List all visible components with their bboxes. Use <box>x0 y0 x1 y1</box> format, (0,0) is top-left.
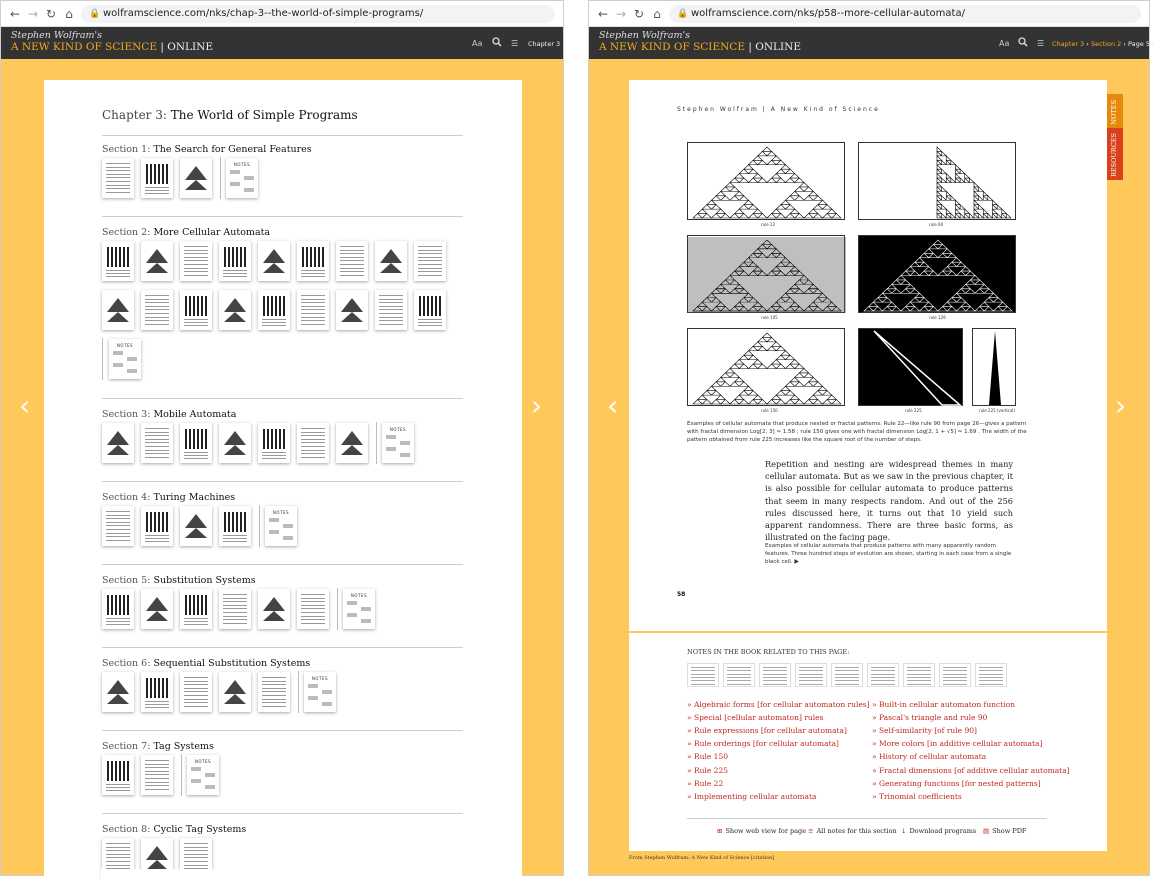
divider <box>687 818 1047 819</box>
cellular-automaton-figure <box>858 142 1016 220</box>
figure-caption: Examples of cellular automata that produce nested or fractal patterns. Rule 22—like rule 90 from page 26—gives a pattern with fractal dimension Log[2, 3] ≈ 1.58 ; rule 150 gives one with fractal dimension Log[2, 1 + √5] ≈ 1.69 . The width of the pattern obtained from rule 225 increases like the square root of the number of steps. <box>687 421 1027 443</box>
figure-label: rule 105 <box>761 315 778 320</box>
cellular-automaton-figure <box>687 328 845 406</box>
toc-icon[interactable]: ☰ <box>511 39 519 48</box>
url-text: wolframscience.com/nks/p58--more-cellular-automata/ <box>691 8 965 19</box>
page-thumbnail[interactable] <box>336 241 368 281</box>
note-thumbnail[interactable] <box>867 663 899 687</box>
page-thumbnail[interactable] <box>141 589 173 629</box>
related-note-link[interactable]: » History of cellular automata <box>872 752 987 762</box>
page-thumbnail[interactable] <box>180 158 212 198</box>
divider <box>181 754 182 796</box>
page-thumbnail[interactable] <box>219 589 251 629</box>
section-heading[interactable]: Section 3: Mobile Automata <box>102 409 237 420</box>
note-thumbnail[interactable] <box>759 663 791 687</box>
page-thumbnail[interactable] <box>141 423 173 463</box>
page-thumbnail[interactable] <box>141 290 173 330</box>
related-note-link[interactable]: » Trinomial coefficients <box>872 791 962 801</box>
cellular-automaton-figure <box>858 328 963 406</box>
figure-label: rule 22 <box>761 222 776 227</box>
divider <box>102 813 463 814</box>
section-heading[interactable]: Section 1: The Search for General Features <box>102 144 312 155</box>
page-thumbnail[interactable] <box>141 506 173 546</box>
page-thumbnail[interactable] <box>297 290 329 330</box>
left-browser-window <box>0 0 564 876</box>
related-note-link[interactable]: » Pascal's triangle and rule 90 <box>872 713 988 723</box>
page-thumbnail[interactable] <box>219 423 251 463</box>
forward-icon[interactable]: → <box>27 7 39 21</box>
section-heading[interactable]: Section 2: More Cellular Automata <box>102 227 271 238</box>
lock-icon: 🔒 <box>89 9 101 19</box>
divider <box>102 398 463 399</box>
page-thumbnail[interactable] <box>258 672 290 712</box>
font-size-icon[interactable]: Aa <box>999 39 1010 48</box>
prev-page-arrow[interactable]: ‹ <box>607 389 619 422</box>
prev-page-arrow[interactable]: ‹ <box>19 389 31 422</box>
page-thumbnail[interactable] <box>336 290 368 330</box>
body-text: Repetition and nesting are widespread themes in many cellular automata. But as we saw in the previous chapter, it is also possible for cellular automata to produce patterns that seem in many respects random. And out of the 256 rules discussed here, it turns out that 10 yield such apparent randomness. There are three basic forms, as illustrated on the facing page. <box>765 459 1013 543</box>
divider <box>376 422 377 464</box>
page-thumbnail[interactable] <box>297 589 329 629</box>
notes-page-thumbnail[interactable] <box>109 339 141 379</box>
cellular-automaton-figure <box>687 235 845 313</box>
related-note-link[interactable]: » Implementing cellular automata <box>687 791 817 801</box>
related-note-link[interactable]: » Rule 150 <box>687 752 728 762</box>
divider <box>102 135 463 136</box>
notes-label: NOTES <box>389 427 407 432</box>
note-thumbnail[interactable] <box>831 663 863 687</box>
page-thumbnail[interactable] <box>297 423 329 463</box>
breadcrumb[interactable]: Chapter 3 › Section 2 › Page 58 <box>1052 40 1154 48</box>
page-thumbnail[interactable] <box>141 672 173 712</box>
divider <box>298 671 299 713</box>
chapter-toc-page <box>44 80 522 877</box>
home-icon[interactable]: ⌂ <box>65 7 73 21</box>
next-page-arrow[interactable]: › <box>531 389 543 422</box>
site-header <box>589 27 1154 59</box>
related-note-link[interactable]: » Special [cellular automaton] rules <box>687 713 824 723</box>
show-pdf-link[interactable]: ▤ Show PDF <box>983 827 1027 835</box>
url-text: wolframscience.com/nks/chap-3--the-world-of-simple-programs/ <box>103 8 424 19</box>
note-thumbnail[interactable] <box>903 663 935 687</box>
page-thumbnail[interactable] <box>414 241 446 281</box>
section-heading[interactable]: Section 4: Turing Machines <box>102 492 236 503</box>
notes-label: NOTES <box>116 343 134 348</box>
browser-toolbar <box>1 1 563 27</box>
note-thumbnail[interactable] <box>723 663 755 687</box>
related-note-link[interactable]: » Rule 225 <box>687 765 728 775</box>
page-thumbnail[interactable] <box>414 290 446 330</box>
page-thumbnail[interactable] <box>180 589 212 629</box>
crumb-page: Page 58 <box>1128 40 1154 48</box>
crumb-chapter[interactable]: Chapter 3 <box>1052 40 1085 48</box>
related-note-link[interactable]: » Fractal dimensions [of additive cellular automata] <box>872 765 1070 775</box>
reload-icon[interactable]: ↻ <box>633 7 645 21</box>
search-icon[interactable] <box>492 37 502 50</box>
citation-text[interactable]: From Stephen Wolfram: A New Kind of Science [citation] <box>629 855 775 861</box>
notes-page-thumbnail[interactable] <box>382 423 414 463</box>
brand-title[interactable]: A NEW KIND OF SCIENCE | ONLINE <box>599 41 802 53</box>
notes-page-thumbnail[interactable] <box>343 589 375 629</box>
brand-author[interactable]: Stephen Wolfram's <box>11 30 103 41</box>
notes-label: NOTES <box>311 676 329 681</box>
divider <box>102 338 103 380</box>
page-thumbnail[interactable] <box>375 290 407 330</box>
web-view-link[interactable]: ⊞ Show web view for page <box>717 827 807 835</box>
resources-tab[interactable]: RESOURCES <box>1107 128 1123 180</box>
divider <box>102 481 463 482</box>
page-thumbnail[interactable] <box>102 241 134 281</box>
address-bar[interactable] <box>669 5 1141 23</box>
browser-toolbar <box>589 1 1149 27</box>
all-notes-link[interactable]: ≡ All notes for this section <box>808 827 897 835</box>
notes-label: NOTES <box>272 510 290 515</box>
play-icon[interactable]: ▶ <box>794 558 799 565</box>
page-number: 58 <box>677 591 686 598</box>
divider <box>102 647 463 648</box>
page-thumbnail[interactable] <box>102 589 134 629</box>
font-size-icon[interactable]: Aa <box>472 39 483 48</box>
lock-icon: 🔒 <box>677 9 689 19</box>
section-heading[interactable]: Section 8: Cyclic Tag Systems <box>102 824 247 835</box>
brand-title[interactable]: A NEW KIND OF SCIENCE | ONLINE <box>11 41 214 53</box>
page-thumbnail[interactable] <box>180 506 212 546</box>
address-bar[interactable] <box>81 5 555 23</box>
related-note-link[interactable]: » More colors [in additive cellular automata] <box>872 739 1043 749</box>
page-thumbnail[interactable] <box>102 755 134 795</box>
back-icon[interactable]: ← <box>9 7 21 21</box>
page-thumbnail[interactable] <box>219 241 251 281</box>
figure-label: rule 150 <box>761 408 778 413</box>
page-thumbnail[interactable] <box>297 241 329 281</box>
page-thumbnail[interactable] <box>336 423 368 463</box>
page-thumbnail[interactable] <box>180 290 212 330</box>
crumb-section[interactable]: Section 2 <box>1090 40 1122 48</box>
related-note-link[interactable]: » Self-similarity [of rule 90] <box>872 726 977 736</box>
related-note-link[interactable]: » Rule 22 <box>687 778 724 788</box>
page-thumbnail[interactable] <box>102 672 134 712</box>
page-thumbnail[interactable] <box>180 672 212 712</box>
book-page <box>629 80 1107 631</box>
note-thumbnail[interactable] <box>939 663 971 687</box>
page-thumbnail[interactable] <box>258 589 290 629</box>
figure-label: rule 225 <box>905 408 922 413</box>
breadcrumb[interactable]: Chapter 3 <box>528 40 561 48</box>
note-thumbnail[interactable] <box>795 663 827 687</box>
section-heading[interactable]: Section 5: Substitution Systems <box>102 575 256 586</box>
next-page-arrow[interactable]: › <box>1115 389 1127 422</box>
page-thumbnail[interactable] <box>258 290 290 330</box>
back-icon[interactable]: ← <box>597 7 609 21</box>
brand-author[interactable]: Stephen Wolfram's <box>599 30 691 41</box>
page-thumbnail[interactable] <box>180 423 212 463</box>
page-thumbnail[interactable] <box>102 290 134 330</box>
notes-page-thumbnail[interactable] <box>226 158 258 198</box>
notes-label: NOTES <box>350 593 368 598</box>
right-browser-window <box>588 0 1154 876</box>
page-thumbnail[interactable] <box>219 290 251 330</box>
notes-page-thumbnail[interactable] <box>304 672 336 712</box>
notes-page-thumbnail[interactable] <box>187 755 219 795</box>
cellular-automaton-figure <box>687 142 845 220</box>
cellular-automaton-figure <box>858 235 1016 313</box>
forward-icon[interactable]: → <box>615 7 627 21</box>
divider <box>220 157 221 199</box>
related-note-link[interactable]: » Algebraic forms [for cellular automaton rules] <box>687 700 870 709</box>
facing-page-caption: Examples of cellular automata that produce patterns with many apparently random features. Three hundred steps of evolution are shown, starting in each case from a single black cell. ▶ <box>765 543 1012 565</box>
divider <box>102 730 463 731</box>
page-thumbnail[interactable] <box>141 241 173 281</box>
section-heading[interactable]: Section 7: Tag Systems <box>102 741 214 752</box>
note-thumbnail[interactable] <box>687 663 719 687</box>
site-header <box>1 27 563 59</box>
search-icon[interactable] <box>1018 37 1028 50</box>
page-thumbnail[interactable] <box>141 158 173 198</box>
divider <box>337 588 338 630</box>
page-thumbnail[interactable] <box>375 241 407 281</box>
page-thumbnail[interactable] <box>102 158 134 198</box>
download-programs-link[interactable]: ⤓ Download programs <box>901 827 977 835</box>
page-thumbnail[interactable] <box>219 506 251 546</box>
divider <box>102 216 463 217</box>
figure-label: rule 60 <box>929 222 944 227</box>
page-thumbnail[interactable] <box>258 241 290 281</box>
chapter-title: Chapter 3: The World of Simple Programs <box>102 108 358 122</box>
related-note-link[interactable]: » Rule orderings [for cellular automata] <box>687 739 839 749</box>
notes-heading: NOTES IN THE BOOK RELATED TO THIS PAGE: <box>687 648 850 656</box>
figure-label: rule 129 <box>929 315 946 320</box>
page-thumbnail[interactable] <box>141 755 173 795</box>
reload-icon[interactable]: ↻ <box>45 7 57 21</box>
running-head: Stephen Wolfram | A New Kind of Science <box>677 106 880 113</box>
divider <box>102 564 463 565</box>
section-heading[interactable]: Section 6: Sequential Substitution Systems <box>102 658 311 669</box>
notes-tab[interactable]: NOTES <box>1107 94 1123 128</box>
figure-label: rule 225 (vertical) <box>979 408 1015 413</box>
cellular-automaton-figure <box>972 328 1016 406</box>
home-icon[interactable]: ⌂ <box>653 7 661 21</box>
page-thumbnail[interactable] <box>102 506 134 546</box>
notes-page-thumbnail[interactable] <box>265 506 297 546</box>
page-thumbnail[interactable] <box>102 423 134 463</box>
related-note-link[interactable]: » Generating functions [for nested patterns] <box>872 778 1041 788</box>
divider <box>259 505 260 547</box>
toc-icon[interactable]: ☰ <box>1037 39 1045 48</box>
related-note-link[interactable]: » Built-in cellular automaton function <box>872 700 1015 709</box>
note-thumbnail[interactable] <box>975 663 1007 687</box>
notes-label: NOTES <box>233 162 251 167</box>
page-thumbnail[interactable] <box>180 241 212 281</box>
notes-label: NOTES <box>194 759 212 764</box>
page-thumbnail[interactable] <box>219 672 251 712</box>
page-thumbnail[interactable] <box>258 423 290 463</box>
related-note-link[interactable]: » Rule expressions [for cellular automata] <box>687 726 847 736</box>
